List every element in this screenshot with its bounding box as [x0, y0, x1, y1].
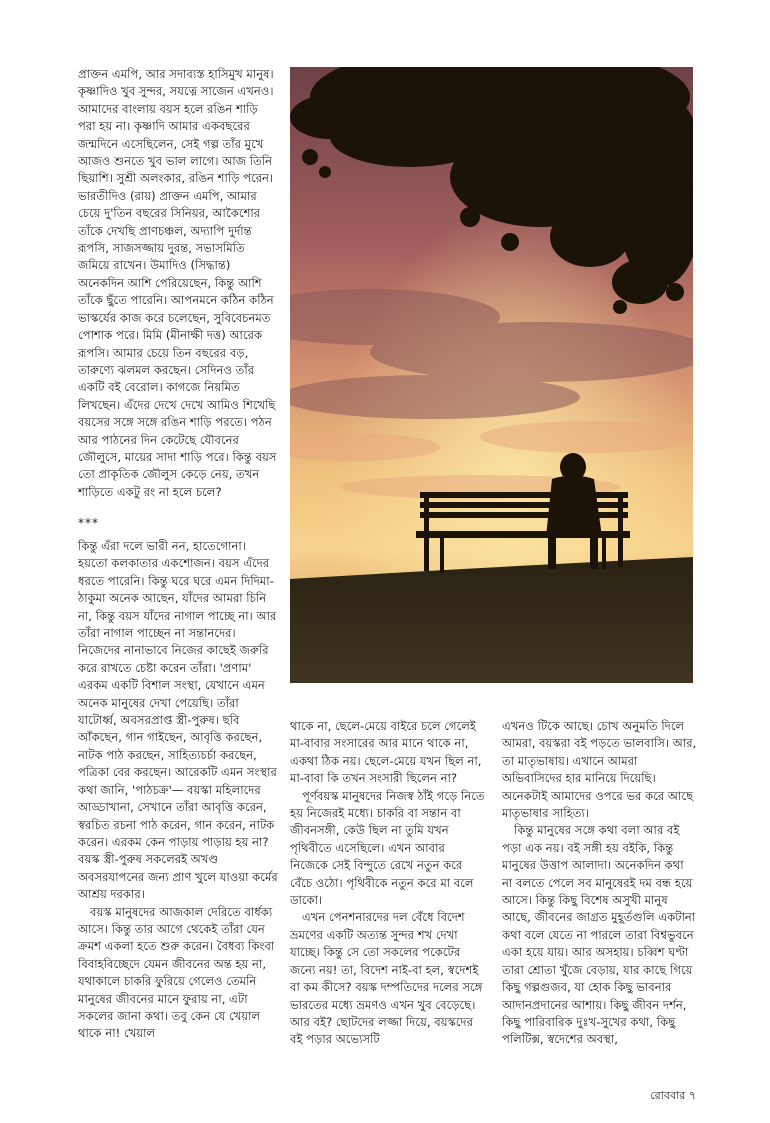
- paragraph: প্রাক্তন এমপি, আর সদাব্যস্ত হাসিমুখ মানুষ। কৃষ্ণাদিও খুব সুন্দর, সযত্নে সাজেন এখনও। আমাদের বাংলায় বয়স হলে রঙিন শাড়ি পরা হয় না। কৃষ্ণাদি আমার একবছরের জন্মদিনে এসেছিলেন, সেই গল্প তাঁর মুখে আজও শুনতে খুব ভাল লাগে। আজ তিনি ছিয়াশি। সুশ্রী অলংকার, রঙিন শাড়ি পরেন। ভারতীদিও (রায়) প্রাক্তন এমপি, আমার চেয়ে দু'তিন বছরের সিনিয়র, আকৈশোর তাঁকে দেখছি প্রাণচঞ্চল, অদ্যাপি দুর্দান্ত রূপসি, সাজসজ্জায় দুরন্ত, সভাসমিতি জমিয়ে রাখেন। উমাদিও (সিদ্ধান্ত) অনেকদিন আশি পেরিয়েছেন, কিন্তু আশি তাঁকে ছুঁতে পারেনি। আপনমনে কঠিন কঠিন ভাস্কর্যের কাজ করে চলেছেন, সুবিবেচনমত পোশাক পরে। মিমি (মীনাক্ষী দত্ত) আরেক রূপসি। আমার চেয়ে তিন বছরের বড়, তারুণ্যে ঝলমল করছেন। সেদিনও তাঁর একটি বই বেরোল। কাগজে নিয়মিত লিখছেন। এঁদের দেখে দেখে আমিও শিখেছি বয়সের সঙ্গে সঙ্গে রঙিন শাড়ি পরতে। পঠন আর পাঠনের দিন কেটেছে যৌবনের জৌলুসে, মায়ের সাদা শাড়ি পরে। কিন্তু বয়স তো প্রাকৃতিক জৌলুস কেড়ে নেয়, তখন শাড়িতে একটু রং না হলে চলে?: [78, 67, 277, 499]
- paragraph: এখন পেনশনারদের দল বেঁধে বিদেশ ভ্রমণের একটি অত্যন্ত সুন্দর শখ দেখা যাচ্ছে। কিন্তু সে তো সকলের পকেটের জন্যে নয়! তা, বিদেশ নাই-বা হল, স্বদেশই বা কম কীসে? বয়স্ক দম্পতিদের দলের সঙ্গে ভারতের মধ্যে ভ্রমণও এখন খুব বেড়েছে। আর বই? ছোটদের লজ্জা দিয়ে, বয়স্কদের বই পড়ার অভ্যেসটি: [290, 910, 483, 1047]
- sunset-bench-photo: [290, 67, 693, 683]
- paragraph: থাকে না, ছেলে-মেয়ে বাইরে চলে গেলেই মা-বাবার সংসারের আর মানে থাকে না, একথা ঠিক নয়। ছেলে-মেয়ে যখন ছিল না, মা-বাবা কি তখন সংসারী ছিলেন না?: [290, 719, 482, 786]
- article-column-left-top: [78, 66, 278, 501]
- article-column-left-bottom: [78, 538, 278, 1043]
- paragraph: বয়স্ক মানুষদের আজকাল দেরিতে বার্ধক্য আসে। কিন্তু তার আগে থেকেই তাঁরা যেন ক্রমশ একলা হতে শুরু করেন। বৈধব্য কিংবা বিবাহবিচ্ছেদে যেমন জীবনের অন্ত হয় না, যথাকালে চাকরি ফুরিয়ে গেলেও তেমনি মানুষের জীবনের মানে ফুরায় না, এটা সকলের জানা কথা। তবু কেন যে খেয়াল থাকে না! খেয়াল: [78, 904, 275, 1041]
- paragraph: কিন্তু মানুষের সঙ্গে কথা বলা আর বই পড়া এক নয়। বই সঙ্গী হয় বইকি, কিন্তু মানুষের উত্তাপ আলাদা। অনেকদিন কথা না বলতে পেলে সব মানুষেরই দম বন্ধ হয়ে আসে। কিন্তু কিছু বিশেষ অসুখী মানুষ আছে, জীবনের জাগ্রত মুহূর্তগুলি একটানা কথা বলে যেতে না পারলে তারা বিশ্বভুবনে একা হয়ে যায়। আর অসহায়। চব্বিশ ঘণ্টা তারা শ্রোতা খুঁজে বেড়ায়, যার কাছে গিয়ে কিছু গল্পগুজব, যা হোক কিছু ভাবনার আদানপ্রদানের আশায়। কিছু জীবন দর্শন, কিছু পারিবারিক দুঃখ-সুখের কথা, কিছু পলিটিক্স, স্বদেশের অবস্থা,: [502, 823, 696, 1047]
- paragraph: পূর্ণবয়স্ক মানুষদের নিজস্ব ঠাঁই গড়ে নিতে হয় নিজেরই মধ্যে। চাকরি বা সন্তান বা জীবনসঙ্গী, কেউ ছিল না তুমি যখন পৃথিবীতে এসেছিলে। এখন আবার নিজেকে সেই বিন্দুতে রেখে নতুন করে বেঁচে ওঠো। পৃথিবীকে নতুন করে মা বলে ডাকো।: [290, 788, 485, 908]
- paragraph: এখনও টিকে আছে। চোখ অনুমতি দিলে আমরা, বয়স্করা বই পড়তে ভালবাসি। আর, তা মাতৃভাষায়। এখানে আমরা অভিবাসিদের হার মানিয়ে দিয়েছি। অনেকটাই আমাদের ওপরে ভর করে আছে মাতৃভাষার সাহিত্য।: [502, 719, 697, 821]
- paragraph: কিন্তু এঁরা দলে ভারী নন, হাতেগোনা। হয়তো কলকাতার একশোজন। বয়স এঁদের ধরতে পারেনি। কিন্তু ঘরে ঘরে এমন দিদিমা-ঠাকুমা অনেক আছেন, যাঁদের আমরা চিনি না, কিন্তু বয়স যাঁদের নাগাল পাচ্ছে না। আর তাঁরা নাগাল পাচ্ছেন না সন্তানদের। নিজেদের নানাভাবে নিজের কাছেই জরুরি করে রাখতে চেষ্টা করেন তাঁরা। 'প্রণাম' এরকম একটি বিশাল সংস্থা, যেখানে এমন অনেক মানুষের দেখা পেয়েছি। তাঁরা যাটোর্ধ্ব, অবসরপ্রাপ্ত স্ত্রী-পুরুষ। ছবি আঁকছেন, গান গাইছেন, আবৃত্তি করছেন, নাটক পাঠ করছেন, সাহিত্যচর্চা করছেন, পত্রিকা বের করছেন। আরেকটি এমন সংস্থার কথা জানি, 'পাঠচক্র'— বয়স্কা মহিলাদের আড্ডাখানা, সেখানে তাঁরা আবৃত্তি করেন, স্বরচিত রচনা পাঠ করেন, গান করেন, নাটক করেন। এরকম কেন পাড়ায় পাড়ায় হয় না? বয়স্ক স্ত্রী-পুরুষ সকলেরই অখণ্ড অবসরযাপনের জন্য প্রাণ খুলে যাওয়া কর্মের আশ্রয় দরকার।: [78, 539, 278, 902]
- article-column-middle: [290, 718, 486, 1049]
- page-footer-label: রোববার ৭: [650, 1089, 696, 1102]
- article-column-right: [502, 718, 697, 1049]
- section-separator: ***: [78, 516, 99, 530]
- grass-ground: [290, 557, 693, 683]
